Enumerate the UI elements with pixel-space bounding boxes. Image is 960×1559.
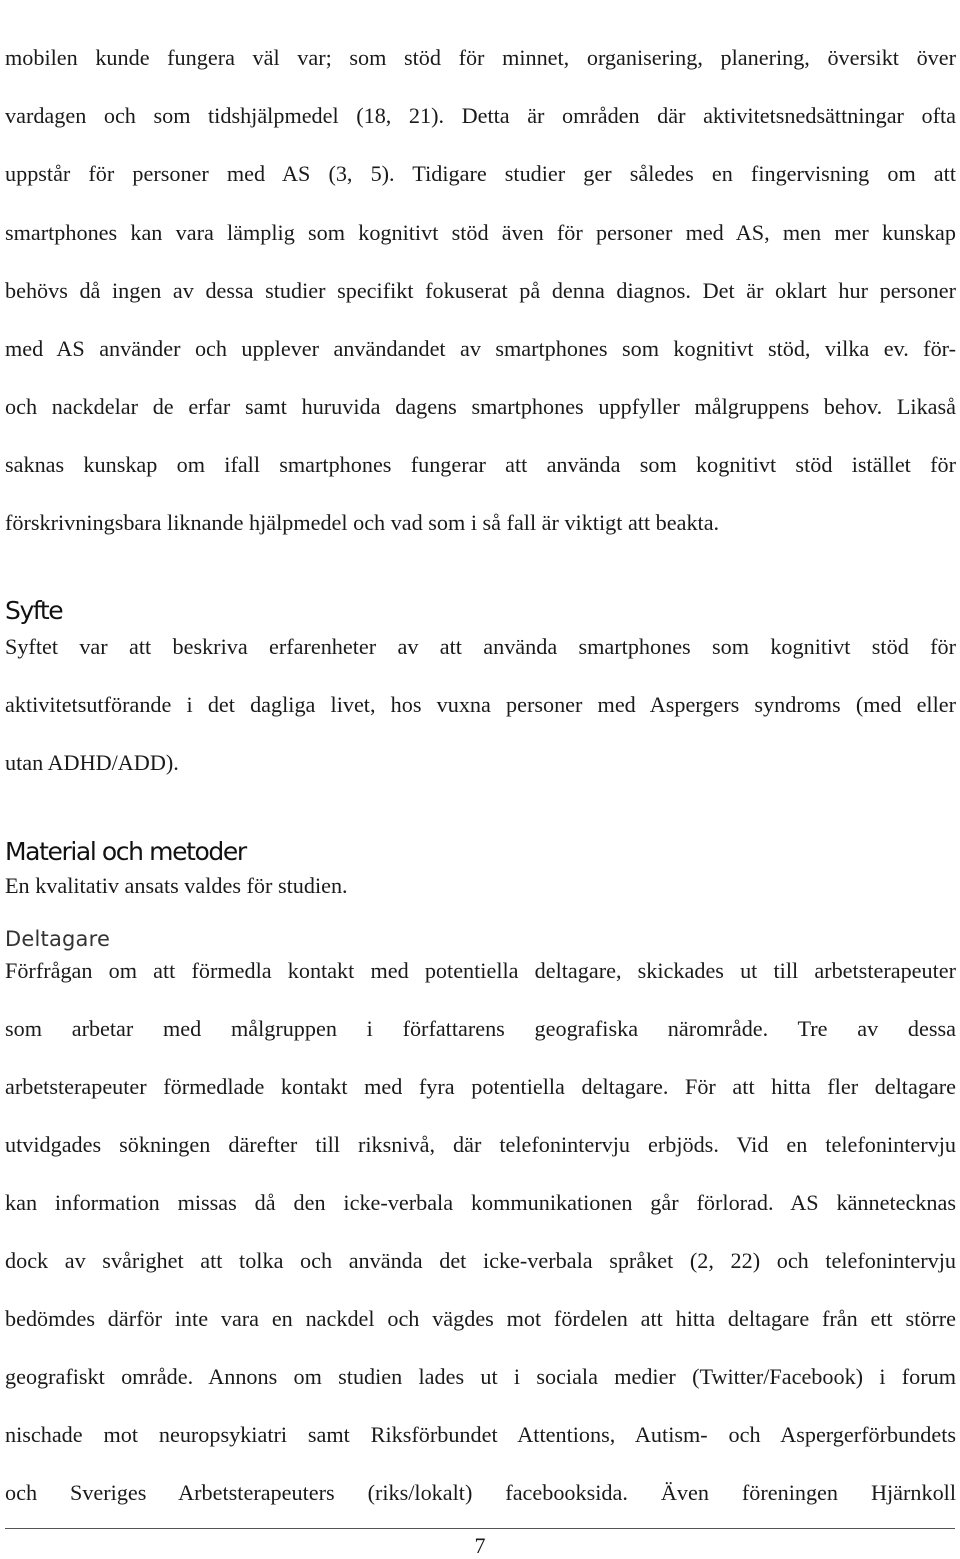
intro-line: och nackdelar de erfar samt huruvida dagens smartphones uppfyller målgruppens behov. Likaså bbox=[5, 394, 956, 419]
deltagare-line: utvidgades sökningen därefter till riksnivå, där telefonintervju erbjöds. Vid en telefonintervju bbox=[5, 1132, 956, 1157]
deltagare-line: som arbetar med målgruppen i författarens geografiska närområde. Tre av dessa bbox=[5, 1016, 956, 1041]
intro-line: med AS använder och upplever användandet av smartphones som kognitivt stöd, vilka ev. för- bbox=[5, 336, 956, 361]
syfte-line: Syftet var att beskriva erfarenheter av att använda smartphones som kognitivt stöd för bbox=[5, 634, 956, 659]
deltagare-line: dock av svårighet att tolka och använda det icke-verbala språket (2, 22) och telefonintervju bbox=[5, 1248, 956, 1273]
deltagare-line: bedömdes därför inte vara en nackdel och vägdes mot fördelen att hitta deltagare från ett större bbox=[5, 1306, 956, 1331]
deltagare-line: nischade mot neuropsykiatri samt Riksförbundet Attentions, Autism- och Aspergerförbundets bbox=[5, 1422, 956, 1447]
deltagare-line: Förfrågan om att förmedla kontakt med potentiella deltagare, skickades ut till arbetsterapeuter bbox=[5, 958, 956, 983]
footer-divider bbox=[5, 1528, 955, 1529]
syfte-line: aktivitetsutförande i det dagliga livet, hos vuxna personer med Aspergers syndroms (med eller bbox=[5, 692, 956, 717]
section-heading-material: Material och metoder bbox=[5, 837, 246, 866]
deltagare-line: kan information missas då den icke-verbala kommunikationen går förlorad. AS kännetecknas bbox=[5, 1190, 956, 1215]
intro-line: uppstår för personer med AS (3, 5). Tidigare studier ger således en fingervisning om att bbox=[5, 161, 956, 186]
subsection-heading-deltagare: Deltagare bbox=[5, 927, 111, 951]
intro-line: mobilen kunde fungera väl var; som stöd för minnet, organisering, planering, översikt över bbox=[5, 45, 956, 70]
deltagare-line: arbetsterapeuter förmedlade kontakt med fyra potentiella deltagare. För att hitta fler deltagare bbox=[5, 1074, 956, 1099]
material-line: En kvalitativ ansats valdes för studien. bbox=[5, 873, 348, 898]
intro-line: smartphones kan vara lämplig som kognitivt stöd även för personer med AS, men mer kunskap bbox=[5, 220, 956, 245]
deltagare-line: och Sveriges Arbetsterapeuters (riks/lokalt) facebooksida. Även föreningen Hjärnkoll bbox=[5, 1480, 956, 1505]
intro-line: vardagen och som tidshjälpmedel (18, 21). Detta är områden där aktivitetsnedsättningar ofta bbox=[5, 103, 956, 128]
section-heading-syfte: Syfte bbox=[5, 596, 63, 625]
intro-line: behövs då ingen av dessa studier specifikt fokuserat på denna diagnos. Det är oklart hur personer bbox=[5, 278, 956, 303]
intro-line: förskrivningsbara liknande hjälpmedel och vad som i så fall är viktigt att beakta. bbox=[5, 510, 720, 535]
page-number: 7 bbox=[474, 1533, 486, 1558]
deltagare-line: geografiskt område. Annons om studien lades ut i sociala medier (Twitter/Facebook) i forum bbox=[5, 1364, 956, 1389]
intro-line: saknas kunskap om ifall smartphones fungerar att använda som kognitivt stöd istället för bbox=[5, 452, 956, 477]
syfte-line: utan ADHD/ADD). bbox=[5, 750, 179, 775]
